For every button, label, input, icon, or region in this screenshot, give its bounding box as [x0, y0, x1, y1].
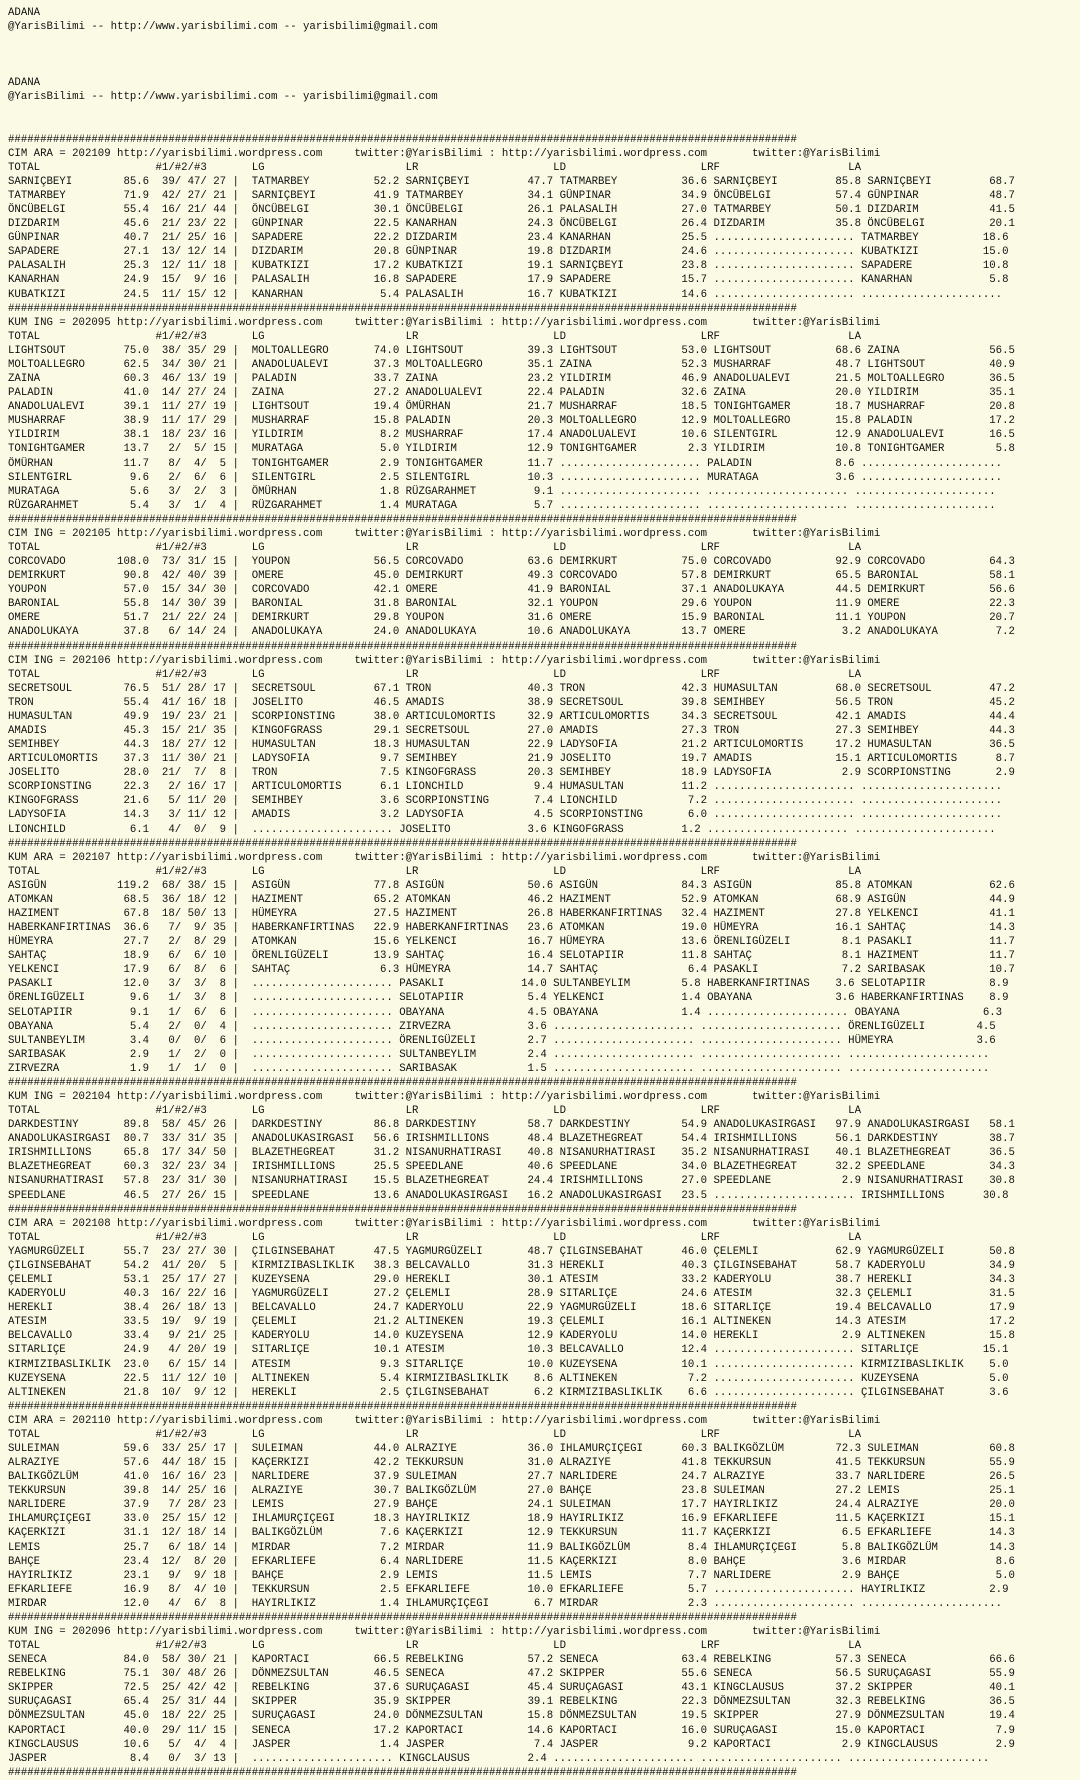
column-labels: TOTAL #1/#2/#3 LG LR LD LRF LA	[8, 668, 862, 681]
section-divider: ###########################################################################################################################	[8, 1766, 797, 1779]
table-row: JOSELITO 28.0 21/ 7/ 8 | TRON 7.5 KINGOFGRASS 20.3 SEMIHBEY 18.9 LADYSOFIA 2.9 SCORPIONSTING 2.9	[8, 767, 1015, 780]
table-row: IHLAMURÇIÇEGI 33.0 25/ 15/ 12 | IHLAMURÇIÇEGI 18.3 HAYIRLIKIZ 18.9 HAYIRLIKIZ 16.9 EFKARLIEFE 11.5 KAÇERKIZI 15.1	[8, 1513, 1015, 1526]
table-row: SECRETSOUL 76.5 51/ 28/ 17 | SECRETSOUL 67.1 TRON 40.3 TRON 42.3 HUMASULTAN 68.0 SECRETSOUL 47.2	[8, 682, 1015, 695]
table-row: SULEIMAN 59.6 33/ 25/ 17 | SULEIMAN 44.0 ALRAZIYE 36.0 IHLAMURÇIÇEGI 60.3 BALIKGÖZLÜM 72.3 SULEIMAN 60.8	[8, 1442, 1015, 1455]
table-row: TEKKURSUN 39.8 14/ 25/ 16 | ALRAZIYE 30.7 BALIKGÖZLÜM 27.0 BAHÇE 23.8 SULEIMAN 27.2 LEMIS 25.1	[8, 1485, 1015, 1498]
table-row: YILDIRIM 38.1 18/ 23/ 16 | YILDIRIM 8.2 MUSHARRAF 17.4 ANADOLUALEVI 10.6 SILENTGIRL 12.9 ANADOLUALEVI 16.5	[8, 429, 1015, 442]
column-labels: TOTAL #1/#2/#3 LG LR LD LRF LA	[8, 1231, 862, 1244]
table-row: BALIKGÖZLÜM 41.0 16/ 16/ 23 | NARLIDERE 37.9 SULEIMAN 27.7 NARLIDERE 24.7 ALRAZIYE 33.7 NARLIDERE 26.5	[8, 1471, 1015, 1484]
section-divider: ###########################################################################################################################	[8, 1203, 797, 1216]
column-labels: TOTAL #1/#2/#3 LG LR LD LRF LA	[8, 1428, 862, 1441]
section-divider: ###########################################################################################################################	[8, 1611, 797, 1624]
table-row: MUSHARRAF 38.9 11/ 17/ 29 | MUSHARRAF 15.8 PALADIN 20.3 MOLTOALLEGRO 12.9 MOLTOALLEGRO 15.8 PALADIN 17.2	[8, 415, 1015, 428]
section-divider: ###########################################################################################################################	[8, 1076, 797, 1089]
contact-line-repeat: @YarisBilimi -- http://www.yarisbilimi.com -- yarisbilimi@gmail.com	[8, 91, 438, 104]
table-row: SARNIÇBEYI 85.6 39/ 47/ 27 | TATMARBEY 52.2 SARNIÇBEYI 47.7 TATMARBEY 36.6 SARNIÇBEYI 85.8 SARNIÇBEYI 68.7	[8, 175, 1015, 188]
table-row: SPEEDLANE 46.5 27/ 26/ 15 | SPEEDLANE 13.6 ANADOLUKASIRGASI 16.2 ANADOLUKASIRGASI 23.5 ...................... IRISHMILLIONS 30.8	[8, 1189, 1009, 1202]
table-row: ANADOLUALEVI 39.1 11/ 27/ 19 | LIGHTSOUT 19.4 ÖMÜRHAN 21.7 MUSHARRAF 18.5 TONIGHTGAMER 18.7 MUSHARRAF 20.8	[8, 401, 1015, 414]
section-divider: ###########################################################################################################################	[8, 513, 797, 526]
section-divider: ###########################################################################################################################	[8, 640, 797, 653]
table-row: YELKENCI 17.9 6/ 8/ 6 | SAHTAÇ 6.3 HÜMEYRA 14.7 SAHTAÇ 6.4 PASAKLI 7.2 SARIBASAK 10.7	[8, 964, 1015, 977]
table-row: SCORPIONSTING 22.3 2/ 16/ 17 | ARTICULOMORTIS 6.1 LIONCHILD 9.4 HUMASULTAN 11.2 ...................... ......................	[8, 781, 1003, 794]
table-row: HEREKLI 38.4 26/ 18/ 13 | BELCAVALLO 24.7 KADERYOLU 22.9 YAGMURGÜZELI 18.6 SITARLIÇE 19.4 BELCAVALLO 17.9	[8, 1302, 1015, 1315]
column-labels: TOTAL #1/#2/#3 LG LR LD LRF LA	[8, 330, 862, 343]
race-heading: CIM ARA = 202109 http://yarisbilimi.wordpress.com twitter:@YarisBilimi : http://yarisbilimi.wordpress.com twitter:@YarisBilimi	[8, 147, 881, 160]
page-title: ADANA	[8, 7, 41, 19]
table-row: LIONCHILD 6.1 4/ 0/ 9 | ...................... JOSELITO 3.6 KINGOFGRASS 1.2 ...................... ......................	[8, 823, 996, 836]
table-row: ALRAZIYE 57.6 44/ 18/ 15 | KAÇERKIZI 42.2 TEKKURSUN 31.0 ALRAZIYE 41.8 TEKKURSUN 41.5 TEKKURSUN 55.9	[8, 1457, 1015, 1470]
race-heading: KUM ARA = 202107 http://yarisbilimi.wordpress.com twitter:@YarisBilimi : http://yarisbilimi.wordpress.com twitter:@YarisBilimi	[8, 851, 881, 864]
table-row: ANADOLUKASIRGASI 80.7 33/ 31/ 35 | ANADOLUKASIRGASI 56.6 IRISHMILLIONS 48.4 BLAZETHEGREAT 54.4 IRISHMILLIONS 56.1 DARKDESTINY 38.7	[8, 1133, 1015, 1146]
table-row: ARTICULOMORTIS 37.3 11/ 30/ 21 | LADYSOFIA 9.7 SEMIHBEY 21.9 JOSELITO 19.7 AMADIS 15.1 ARTICULOMORTIS 8.7	[8, 753, 1015, 766]
table-row: SELOTAPIIR 9.1 1/ 6/ 6 | ...................... OBAYANA 4.5 OBAYANA 1.4 ...................... OBAYANA 6.3	[8, 1006, 1003, 1019]
table-row: KANARHAN 24.9 15/ 9/ 16 | PALASALIH 16.8 SAPADERE 17.9 SAPADERE 15.7 ...................... KANARHAN 5.8	[8, 274, 1009, 287]
table-row: OMERE 51.7 21/ 22/ 24 | DEMIRKURT 29.8 YOUPON 31.6 OMERE 15.9 BARONIAL 11.1 YOUPON 20.7	[8, 612, 1015, 625]
table-row: SEMIHBEY 44.3 18/ 27/ 12 | HUMASULTAN 18.3 HUMASULTAN 22.9 LADYSOFIA 21.2 ARTICULOMORTIS 17.2 HUMASULTAN 36.5	[8, 739, 1015, 752]
table-row: ÖMÜRHAN 11.7 8/ 4/ 5 | TONIGHTGAMER 2.9 TONIGHTGAMER 11.7 ...................... PALADIN 8.6 ......................	[8, 457, 1003, 470]
table-row: BELCAVALLO 33.4 9/ 21/ 25 | KADERYOLU 14.0 KUZEYSENA 12.9 KADERYOLU 14.0 HEREKLI 2.9 ALTINEKEN 15.8	[8, 1330, 1015, 1343]
table-row: PALADIN 41.0 14/ 27/ 24 | ZAINA 27.2 ANADOLUALEVI 22.4 PALADIN 32.6 ZAINA 20.0 YILDIRIM 35.1	[8, 387, 1015, 400]
table-row: ATESIM 33.5 19/ 9/ 19 | ÇELEMLI 21.2 ALTINEKEN 19.3 ÇELEMLI 16.1 ALTINEKEN 14.3 ATESIM 17.2	[8, 1316, 1015, 1329]
table-row: TATMARBEY 71.9 42/ 27/ 21 | SARNIÇBEYI 41.9 TATMARBEY 34.1 GÜNPINAR 34.9 ÖNCÜBELGI 57.4 GÜNPINAR 48.7	[8, 190, 1015, 203]
table-row: OBAYANA 5.4 2/ 0/ 4 | ...................... ZIRVEZRA 3.6 ...................... ...................... ÖRENLIGÜZELI 4.5	[8, 1020, 996, 1033]
table-row: REBELKING 75.1 30/ 48/ 26 | DÖNMEZSULTAN 46.5 SENECA 47.2 SKIPPER 55.6 SENECA 56.5 SURUÇAGASI 55.9	[8, 1668, 1015, 1681]
table-row: LEMIS 25.7 6/ 18/ 14 | MIRDAR 7.2 MIRDAR 11.9 BALIKGÖZLÜM 8.4 IHLAMURÇIÇEGI 5.8 BALIKGÖZLÜM 14.3	[8, 1541, 1015, 1554]
table-row: SITARLIÇE 24.9 4/ 20/ 19 | SITARLIÇE 10.1 ATESIM 10.3 BELCAVALLO 12.4 ...................... SITARLIÇE 15.1	[8, 1344, 1009, 1357]
table-row: AMADIS 45.3 15/ 21/ 35 | KINGOFGRASS 29.1 SECRETSOUL 27.0 AMADIS 27.3 TRON 27.3 SEMIHBEY 44.3	[8, 724, 1015, 737]
table-row: MIRDAR 12.0 4/ 6/ 8 | HAYIRLIKIZ 1.4 IHLAMURÇIÇEGI 6.7 MIRDAR 2.3 ...................... ......................	[8, 1597, 1003, 1610]
table-row: ZIRVEZRA 1.9 1/ 1/ 0 | ...................... SARIBASAK 1.5 ...................... ...................... ......................	[8, 1062, 990, 1075]
table-row: KADERYOLU 40.3 16/ 22/ 16 | YAGMURGÜZELI 27.2 ÇELEMLI 28.9 SITARLIÇE 24.6 ATESIM 32.3 ÇELEMLI 31.5	[8, 1288, 1015, 1301]
table-row: SKIPPER 72.5 25/ 42/ 42 | REBELKING 37.6 SURUÇAGASI 45.4 SURUÇAGASI 43.1 KINGCLAUSUS 37.2 SKIPPER 40.1	[8, 1682, 1015, 1695]
table-row: KUZEYSENA 22.5 11/ 12/ 10 | ALTINEKEN 5.4 KIRMIZIBASLIKLIK 8.6 ALTINEKEN 7.2 ...................... KUZEYSENA 5.0	[8, 1372, 1009, 1385]
table-row: ÖRENLIGÜZELI 9.6 1/ 3/ 8 | ...................... SELOTAPIIR 5.4 YELKENCI 1.4 OBAYANA 3.6 HABERKANFIRTINAS 8.9	[8, 992, 1009, 1005]
blank-line	[8, 119, 1080, 133]
table-row: ÇILGINSEBAHAT 54.2 41/ 20/ 5 | KIRMIZIBASLIKLIK 38.3 BELCAVALLO 31.3 HEREKLI 40.3 ÇILGINSEBAHAT 58.7 KADERYOLU 34.9	[8, 1259, 1015, 1272]
table-row: ATOMKAN 68.5 36/ 18/ 12 | HAZIMENT 65.2 ATOMKAN 46.2 HAZIMENT 52.9 ATOMKAN 68.9 ASIGÜN 44.9	[8, 893, 1015, 906]
table-row: GÜNPINAR 40.7 21/ 25/ 16 | SAPADERE 22.2 DIZDARIM 23.4 KANARHAN 25.5 ...................... TATMARBEY 18.6	[8, 232, 1009, 245]
table-row: HUMASULTAN 49.9 19/ 23/ 21 | SCORPIONSTING 38.0 ARTICULOMORTIS 32.9 ARTICULOMORTIS 34.3 SECRETSOUL 42.1 AMADIS 44.4	[8, 710, 1015, 723]
race-heading: KUM ING = 202104 http://yarisbilimi.wordpress.com twitter:@YarisBilimi : http://yarisbilimi.wordpress.com twitter:@YarisBilimi	[8, 1091, 881, 1104]
table-row: SENECA 84.0 58/ 30/ 21 | KAPORTACI 66.5 REBELKING 57.2 SENECA 63.4 REBELKING 57.3 SENECA 66.6	[8, 1654, 1015, 1667]
table-row: NARLIDERE 37.9 7/ 28/ 23 | LEMIS 27.9 BAHÇE 24.1 SULEIMAN 17.7 HAYIRLIKIZ 24.4 ALRAZIYE 20.0	[8, 1499, 1015, 1512]
column-labels: TOTAL #1/#2/#3 LG LR LD LRF LA	[8, 865, 862, 878]
table-row: BAHÇE 23.4 12/ 8/ 20 | EFKARLIEFE 6.4 NARLIDERE 11.5 KAÇERKIZI 8.0 BAHÇE 3.6 MIRDAR 8.6	[8, 1555, 1015, 1568]
section-divider: ###########################################################################################################################	[8, 133, 797, 146]
table-row: ALTINEKEN 21.8 10/ 9/ 12 | HEREKLI 2.5 ÇILGINSEBAHAT 6.2 KIRMIZIBASLIKLIK 6.6 ...................... ÇILGINSEBAHAT 3.6	[8, 1386, 1009, 1399]
table-row: KINGOFGRASS 21.6 5/ 11/ 20 | SEMIHBEY 3.6 SCORPIONSTING 7.4 LIONCHILD 7.2 ...................... ......................	[8, 795, 1003, 808]
column-labels: TOTAL #1/#2/#3 LG LR LD LRF LA	[8, 1105, 862, 1118]
race-tables	[8, 133, 1080, 1780]
table-row: DÖNMEZSULTAN 45.0 18/ 22/ 25 | SURUÇAGASI 24.0 DÖNMEZSULTAN 15.8 DÖNMEZSULTAN 19.5 SKIPPER 27.9 DÖNMEZSULTAN 19.4	[8, 1710, 1015, 1723]
table-row: HAZIMENT 67.8 18/ 50/ 13 | HÜMEYRA 27.5 HAZIMENT 26.8 HABERKANFIRTINAS 32.4 HAZIMENT 27.8 YELKENCI 41.1	[8, 908, 1015, 920]
table-row: SAPADERE 27.1 13/ 12/ 14 | DIZDARIM 20.8 GÜNPINAR 19.8 DIZDARIM 24.6 ...................... KUBATKIZI 15.0	[8, 246, 1009, 259]
blank-line	[8, 105, 1080, 119]
table-row: LIGHTSOUT 75.0 38/ 35/ 29 | MOLTOALLEGRO 74.0 LIGHTSOUT 39.3 LIGHTSOUT 53.0 LIGHTSOUT 68.6 ZAINA 56.5	[8, 344, 1015, 357]
blank-line	[8, 48, 1080, 62]
race-heading: CIM ARA = 202108 http://yarisbilimi.wordpress.com twitter:@YarisBilimi : http://yarisbilimi.wordpress.com twitter:@YarisBilimi	[8, 1217, 881, 1230]
table-row: ASIGÜN 119.2 68/ 38/ 15 | ASIGÜN 77.8 ASIGÜN 50.6 ASIGÜN 84.3 ASIGÜN 85.8 ATOMKAN 62.6	[8, 879, 1015, 892]
table-row: KUBATKIZI 24.5 11/ 15/ 12 | KANARHAN 5.4 PALASALIH 16.7 KUBATKIZI 14.6 ...................... ......................	[8, 288, 1003, 301]
column-labels: TOTAL #1/#2/#3 LG LR LD LRF LA	[8, 161, 862, 174]
table-row: EFKARLIEFE 16.9 8/ 4/ 10 | TEKKURSUN 2.5 EFKARLIEFE 10.0 EFKARLIEFE 5.7 ...................... HAYIRLIKIZ 2.9	[8, 1583, 1009, 1596]
race-heading: CIM ING = 202105 http://yarisbilimi.wordpress.com twitter:@YarisBilimi : http://yarisbilimi.wordpress.com twitter:@YarisBilimi	[8, 527, 881, 540]
contact-line: @YarisBilimi -- http://www.yarisbilimi.com -- yarisbilimi@gmail.com	[8, 21, 438, 34]
table-row: KINGCLAUSUS 10.6 5/ 4/ 4 | JASPER 1.4 JASPER 7.4 JASPER 9.2 KAPORTACI 2.9 KINGCLAUSUS 2.9	[8, 1738, 1015, 1751]
section-divider: ###########################################################################################################################	[8, 837, 797, 850]
table-row: RÜZGARAHMET 5.4 3/ 1/ 4 | RÜZGARAHMET 1.4 MURATAGA 5.7 ...................... ...................... ......................	[8, 499, 996, 512]
table-row: HAYIRLIKIZ 23.1 9/ 9/ 18 | BAHÇE 2.9 LEMIS 11.5 LEMIS 7.7 NARLIDERE 2.9 BAHÇE 5.0	[8, 1569, 1015, 1582]
table-row: MOLTOALLEGRO 62.5 34/ 30/ 21 | ANADOLUALEVI 37.3 MOLTOALLEGRO 35.1 ZAINA 52.3 MUSHARRAF 48.7 LIGHTSOUT 40.9	[8, 358, 1015, 371]
table-row: BARONIAL 55.8 14/ 30/ 39 | BARONIAL 31.8 BARONIAL 32.1 YOUPON 29.6 YOUPON 11.9 OMERE 22.3	[8, 598, 1015, 611]
table-row: HABERKANFIRTINAS 36.6 7/ 9/ 35 | HABERKANFIRTINAS 22.9 HABERKANFIRTINAS 23.6 ATOMKAN 19.0 HÜMEYRA 16.1 SAHTAÇ 14.3	[8, 922, 1015, 935]
table-row: ZAINA 60.3 46/ 13/ 19 | PALADIN 33.7 ZAINA 23.2 YILDIRIM 46.9 ANADOLUALEVI 21.5 MOLTOALLEGRO 36.5	[8, 373, 1015, 386]
race-heading: CIM ING = 202106 http://yarisbilimi.wordpress.com twitter:@YarisBilimi : http://yarisbilimi.wordpress.com twitter:@YarisBilimi	[8, 654, 881, 667]
table-row: ÇELEMLI 53.1 25/ 17/ 27 | KUZEYSENA 29.0 HEREKLI 30.1 ATESIM 33.2 KADERYOLU 38.7 HEREKLI 34.3	[8, 1274, 1015, 1287]
table-row: TONIGHTGAMER 13.7 2/ 5/ 15 | MURATAGA 5.0 YILDIRIM 12.9 TONIGHTGAMER 2.3 YILDIRIM 10.8 TONIGHTGAMER 5.8	[8, 443, 1015, 456]
table-row: DEMIRKURT 90.8 42/ 40/ 39 | OMERE 45.0 DEMIRKURT 49.3 CORCOVADO 57.8 DEMIRKURT 65.5 BARONIAL 58.1	[8, 570, 1015, 583]
section-divider: ###########################################################################################################################	[8, 302, 797, 315]
table-row: SULTANBEYLIM 3.4 0/ 0/ 6 | ...................... ÖRENLIGÜZELI 2.7 ...................... ...................... HÜMEYRA 3.6	[8, 1034, 996, 1047]
table-row: SILENTGIRL 9.6 2/ 6/ 6 | SILENTGIRL 2.5 SILENTGIRL 10.3 ...................... MURATAGA 3.6 ......................	[8, 471, 1003, 484]
table-row: KIRMIZIBASLIKLIK 23.0 6/ 15/ 14 | ATESIM 9.3 SITARLIÇE 10.0 KUZEYSENA 10.1 ...................... KIRMIZIBASLIKLIK 5.0	[8, 1358, 1009, 1371]
table-row: SURUÇAGASI 65.4 25/ 31/ 44 | SKIPPER 35.9 SKIPPER 39.1 REBELKING 22.3 DÖNMEZSULTAN 32.3 REBELKING 36.5	[8, 1696, 1015, 1709]
column-labels: TOTAL #1/#2/#3 LG LR LD LRF LA	[8, 541, 862, 554]
table-row: HÜMEYRA 27.7 2/ 8/ 29 | ATOMKAN 15.6 YELKENCI 16.7 HÜMEYRA 13.6 ÖRENLIGÜZELI 8.1 PASAKLI 11.7	[8, 936, 1015, 949]
table-row: DARKDESTINY 89.8 58/ 45/ 26 | DARKDESTINY 86.8 DARKDESTINY 58.7 DARKDESTINY 54.9 ANADOLUKASIRGASI 97.9 ANADOLUKASIRGASI 58.1	[8, 1119, 1015, 1132]
table-row: YOUPON 57.0 15/ 34/ 30 | CORCOVADO 42.1 OMERE 41.9 BARONIAL 37.1 ANADOLUKAYA 44.5 DEMIRKURT 56.6	[8, 584, 1015, 597]
table-row: IRISHMILLIONS 65.8 17/ 34/ 50 | BLAZETHEGREAT 31.2 NISANURHATIRASI 40.8 NISANURHATIRASI 35.2 NISANURHATIRASI 40.1 BLAZETHEGREAT 36.5	[8, 1147, 1015, 1160]
table-row: NISANURHATIRASI 57.8 23/ 31/ 30 | NISANURHATIRASI 15.5 BLAZETHEGREAT 24.4 IRISHMILLIONS 27.0 SPEEDLANE 2.9 NISANURHATIRASI 30.8	[8, 1175, 1015, 1188]
table-row: PASAKLI 12.0 3/ 3/ 8 | ...................... PASAKLI 14.0 SULTANBEYLIM 5.8 HABERKANFIRTINAS 3.6 SELOTAPIIR 8.9	[8, 978, 1009, 991]
table-row: CORCOVADO 108.0 73/ 31/ 15 | YOUPON 56.5 CORCOVADO 63.6 DEMIRKURT 75.0 CORCOVADO 92.9 CORCOVADO 64.3	[8, 556, 1015, 569]
table-row: ANADOLUKAYA 37.8 6/ 14/ 24 | ANADOLUKAYA 24.0 ANADOLUKAYA 10.6 ANADOLUKAYA 13.7 OMERE 3.2 ANADOLUKAYA 7.2	[8, 626, 1015, 639]
table-row: PALASALIH 25.3 12/ 11/ 18 | KUBATKIZI 17.2 KUBATKIZI 19.1 SARNIÇBEYI 23.8 ...................... SAPADERE 10.8	[8, 260, 1009, 273]
section-divider: ###########################################################################################################################	[8, 1400, 797, 1413]
table-row: KAPORTACI 40.0 29/ 11/ 15 | SENECA 17.2 KAPORTACI 14.6 KAPORTACI 16.0 SURUÇAGASI 15.0 KAPORTACI 7.9	[8, 1724, 1015, 1737]
page-title-repeat: ADANA	[8, 77, 41, 90]
table-row: JASPER 8.4 0/ 3/ 13 | ...................... KINGCLAUSUS 2.4 ...................... ...................... ......................	[8, 1752, 990, 1765]
blank-line	[8, 62, 1080, 76]
table-row: KAÇERKIZI 31.1 12/ 18/ 14 | BALIKGÖZLÜM 7.6 KAÇERKIZI 12.9 TEKKURSUN 11.7 KAÇERKIZI 6.5 EFKARLIEFE 14.3	[8, 1527, 1015, 1540]
race-heading: KUM ING = 202095 http://yarisbilimi.wordpress.com twitter:@YarisBilimi : http://yarisbilimi.wordpress.com twitter:@YarisBilimi	[8, 316, 881, 329]
column-labels: TOTAL #1/#2/#3 LG LR LD LRF LA	[8, 1640, 862, 1653]
blank-line	[8, 34, 1080, 48]
table-row: MURATAGA 5.6 3/ 2/ 3 | ÖMÜRHAN 1.8 RÜZGARAHMET 9.1 ...................... ...................... ......................	[8, 485, 996, 498]
table-row: SAHTAÇ 18.9 6/ 6/ 10 | ÖRENLIGÜZELI 13.9 SAHTAÇ 16.4 SELOTAPIIR 11.8 SAHTAÇ 8.1 HAZIMENT 11.7	[8, 950, 1015, 963]
race-heading: KUM ING = 202096 http://yarisbilimi.wordpress.com twitter:@YarisBilimi : http://yarisbilimi.wordpress.com twitter:@YarisBilimi	[8, 1625, 881, 1638]
table-row: YAGMURGÜZELI 55.7 23/ 27/ 30 | ÇILGINSEBAHAT 47.5 YAGMURGÜZELI 48.7 ÇILGINSEBAHAT 46.0 ÇELEMLI 62.9 YAGMURGÜZELI 50.8	[8, 1245, 1015, 1258]
table-row: SARIBASAK 2.9 1/ 2/ 0 | ...................... SULTANBEYLIM 2.4 ...................... ...................... ......................	[8, 1048, 990, 1061]
table-row: BLAZETHEGREAT 60.3 32/ 23/ 34 | IRISHMILLIONS 25.5 SPEEDLANE 40.6 SPEEDLANE 34.0 BLAZETHEGREAT 32.2 SPEEDLANE 34.3	[8, 1161, 1015, 1174]
table-row: LADYSOFIA 14.3 3/ 11/ 12 | AMADIS 3.2 LADYSOFIA 4.5 SCORPIONSTING 6.0 ...................... ......................	[8, 809, 1003, 822]
table-row: DIZDARIM 45.6 21/ 23/ 22 | GÜNPINAR 22.5 KANARHAN 24.3 ÖNCÜBELGI 26.4 DIZDARIM 35.8 ÖNCÜBELGI 20.1	[8, 218, 1015, 231]
table-row: ÖNCÜBELGI 55.4 16/ 21/ 44 | ÖNCÜBELGI 30.1 ÖNCÜBELGI 26.1 PALASALIH 27.0 TATMARBEY 50.1 DIZDARIM 41.5	[8, 204, 1015, 217]
table-row: TRON 55.4 41/ 16/ 18 | JOSELITO 46.5 AMADIS 38.9 SECRETSOUL 39.8 SEMIHBEY 56.5 TRON 45.2	[8, 696, 1015, 709]
race-heading: CIM ARA = 202110 http://yarisbilimi.wordpress.com twitter:@YarisBilimi : http://yarisbilimi.wordpress.com twitter:@YarisBilimi	[8, 1414, 881, 1427]
